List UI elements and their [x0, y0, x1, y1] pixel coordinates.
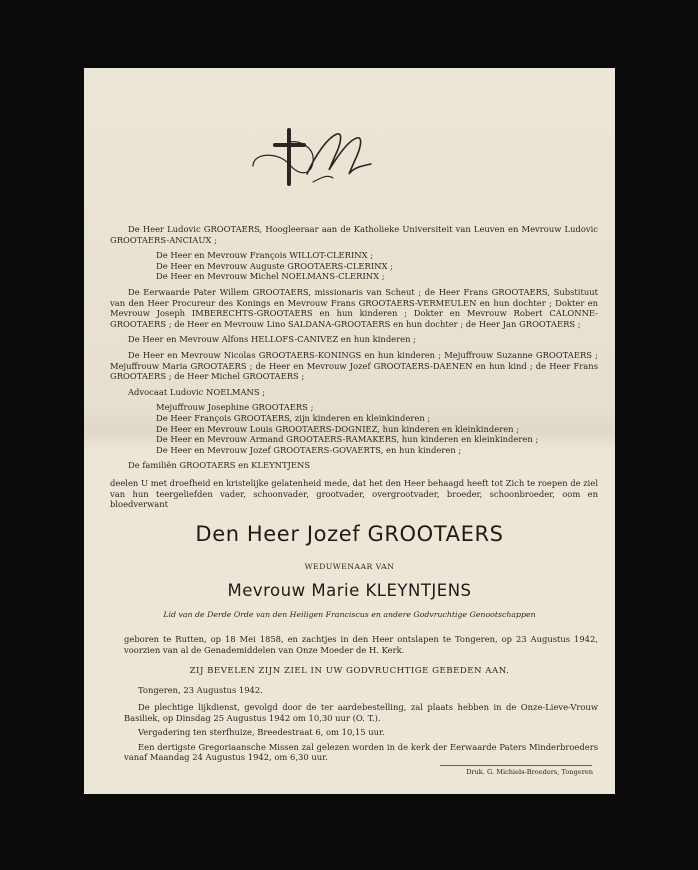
mourner-line: De Heer Ludovic GROOTAERS, Hoogleeraar aan de Katholieke Universiteit van Leuven en Mevrouw Ludovic GROOTAERS-ANCIAUX ; — [110, 224, 598, 245]
mourner-line: De Heer en Mevrouw Alfons HELLOFS-CANIVEZ en hun kinderen ; — [128, 334, 416, 345]
memorial-card — [84, 68, 615, 794]
announcement-text: deelen U met droefheid en kristelijke gelatenheid mede, dat het den Heer behaagd heeft tot Zich te roepen de ziel van hun teergeliefden vader, schoonvader, grootvader, overgrootvader, broeder, schoonbroeder, oom en bloedverwant — [110, 478, 598, 510]
mourner-line: De Heer en Mevrouw Armand GROOTAERS-RAMAKERS, hun kinderen en kleinkinderen ; — [156, 434, 539, 445]
mourner-line: De Heer en Mevrouw Auguste GROOTAERS-CLERINX ; — [156, 260, 393, 271]
mourner-line: De Heer François GROOTAERS, zijn kinderen en kleinkinderen ; — [156, 412, 431, 423]
mourner-line: De Heer en Mevrouw Nicolas GROOTAERS-KONINGS en hun kinderen ; Mejuffrouw Suzanne GROOTAERS ; Mejuffrouw Maria GROOTAERS ; de Heer en Mevrouw Jozef GROOTAERS-DAENEN en hun kind ; de Heer Frans GROOTAERS ; de Heer Michel GROOTAERS ; — [110, 349, 598, 382]
mourner-line: De Heer en Mevrouw François WILLOT-CLERINX ; — [156, 250, 374, 261]
cross-monogram-icon — [249, 126, 379, 192]
mourner-line: De Heer en Mevrouw Louis GROOTAERS-DOGNIEZ, hun kinderen en kleinkinderen ; — [156, 423, 520, 434]
deceased-name: Den Heer Jozef GROOTAERS — [195, 522, 504, 546]
mourners-list — [110, 224, 598, 476]
mourner-line: De Heer en Mevrouw Jozef GROOTAERS-GOVAERTS, en hun kinderen ; — [156, 444, 462, 455]
mourner-line: De Eerwaarde Pater Willem GROOTAERS, missionaris van Scheut ; de Heer Frans GROOTAERS, Substituut van den Heer Procureur des Konings en Mevrouw Frans GROOTAERS-VERMEULEN en hun dochter ; Dokter en Mevrouw Joseph IMBERECHTS-GROOTAERS en hun kinderen ; Dokter en Mevrouw Robert CALONNE-GROOTAERS ; de Heer en Mevrouw Lino SALDANA-GROOTAERS en hun dochter ; de Heer Jan GROOTAERS ; — [110, 286, 598, 329]
widower-line: WEDUWENAAR VAN — [304, 562, 395, 571]
mourner-line: Advocaat Ludovic NOELMANS ; — [128, 386, 266, 397]
mourner-line: Mejuffrouw Josephine GROOTAERS ; — [156, 402, 314, 413]
funeral-line: Een dertigste Gregoriaansche Missen zal gelezen worden in de kerk der Eerwaarde Paters Minderbroeders vanaf Maandag 24 Augustus 1942, om 6,30 uur. — [124, 741, 598, 763]
prayer-request: ZIJ BEVELEN ZIJN ZIEL IN UW GODVRUCHTIGE GEBEDEN AAN. — [189, 666, 510, 676]
divider — [440, 765, 592, 766]
printer-credit: Druk. G. Michiels-Broeders, Tongeren — [466, 768, 593, 776]
birth-death-text: geboren te Rutten, op 18 Mei 1858, en zachtjes in den Heer ontslapen te Tongeren, op 23 Augustus 1942, voorzien van al de Genademiddelen van Onze Moeder de H. Kerk. — [124, 634, 598, 655]
place-date: Tongeren, 23 Augustus 1942. — [138, 685, 263, 695]
funeral-line: Vergadering ten sterfhuize, Breedestraat 6, om 10,15 uur. — [138, 727, 385, 738]
mourner-line: De Heer en Mevrouw Michel NOELMANS-CLERINX ; — [156, 271, 385, 282]
order-membership: Lid van de Derde Orde van den Heiligen Franciscus en andere Godvruchtige Genootschappen — [163, 610, 536, 619]
wife-name: Mevrouw Marie KLEYNTJENS — [227, 581, 472, 600]
funeral-details — [124, 702, 598, 767]
mourner-line: De familiën GROOTAERS en KLEYNTJENS — [128, 460, 311, 471]
funeral-line: De plechtige lijkdienst, gevolgd door de ter aardebestelling, zal plaats hebben in de Onze-Lieve-Vrouw Basiliek, op Dinsdag 25 Augustus 1942 om 10,30 uur (O. T.). — [124, 702, 598, 723]
